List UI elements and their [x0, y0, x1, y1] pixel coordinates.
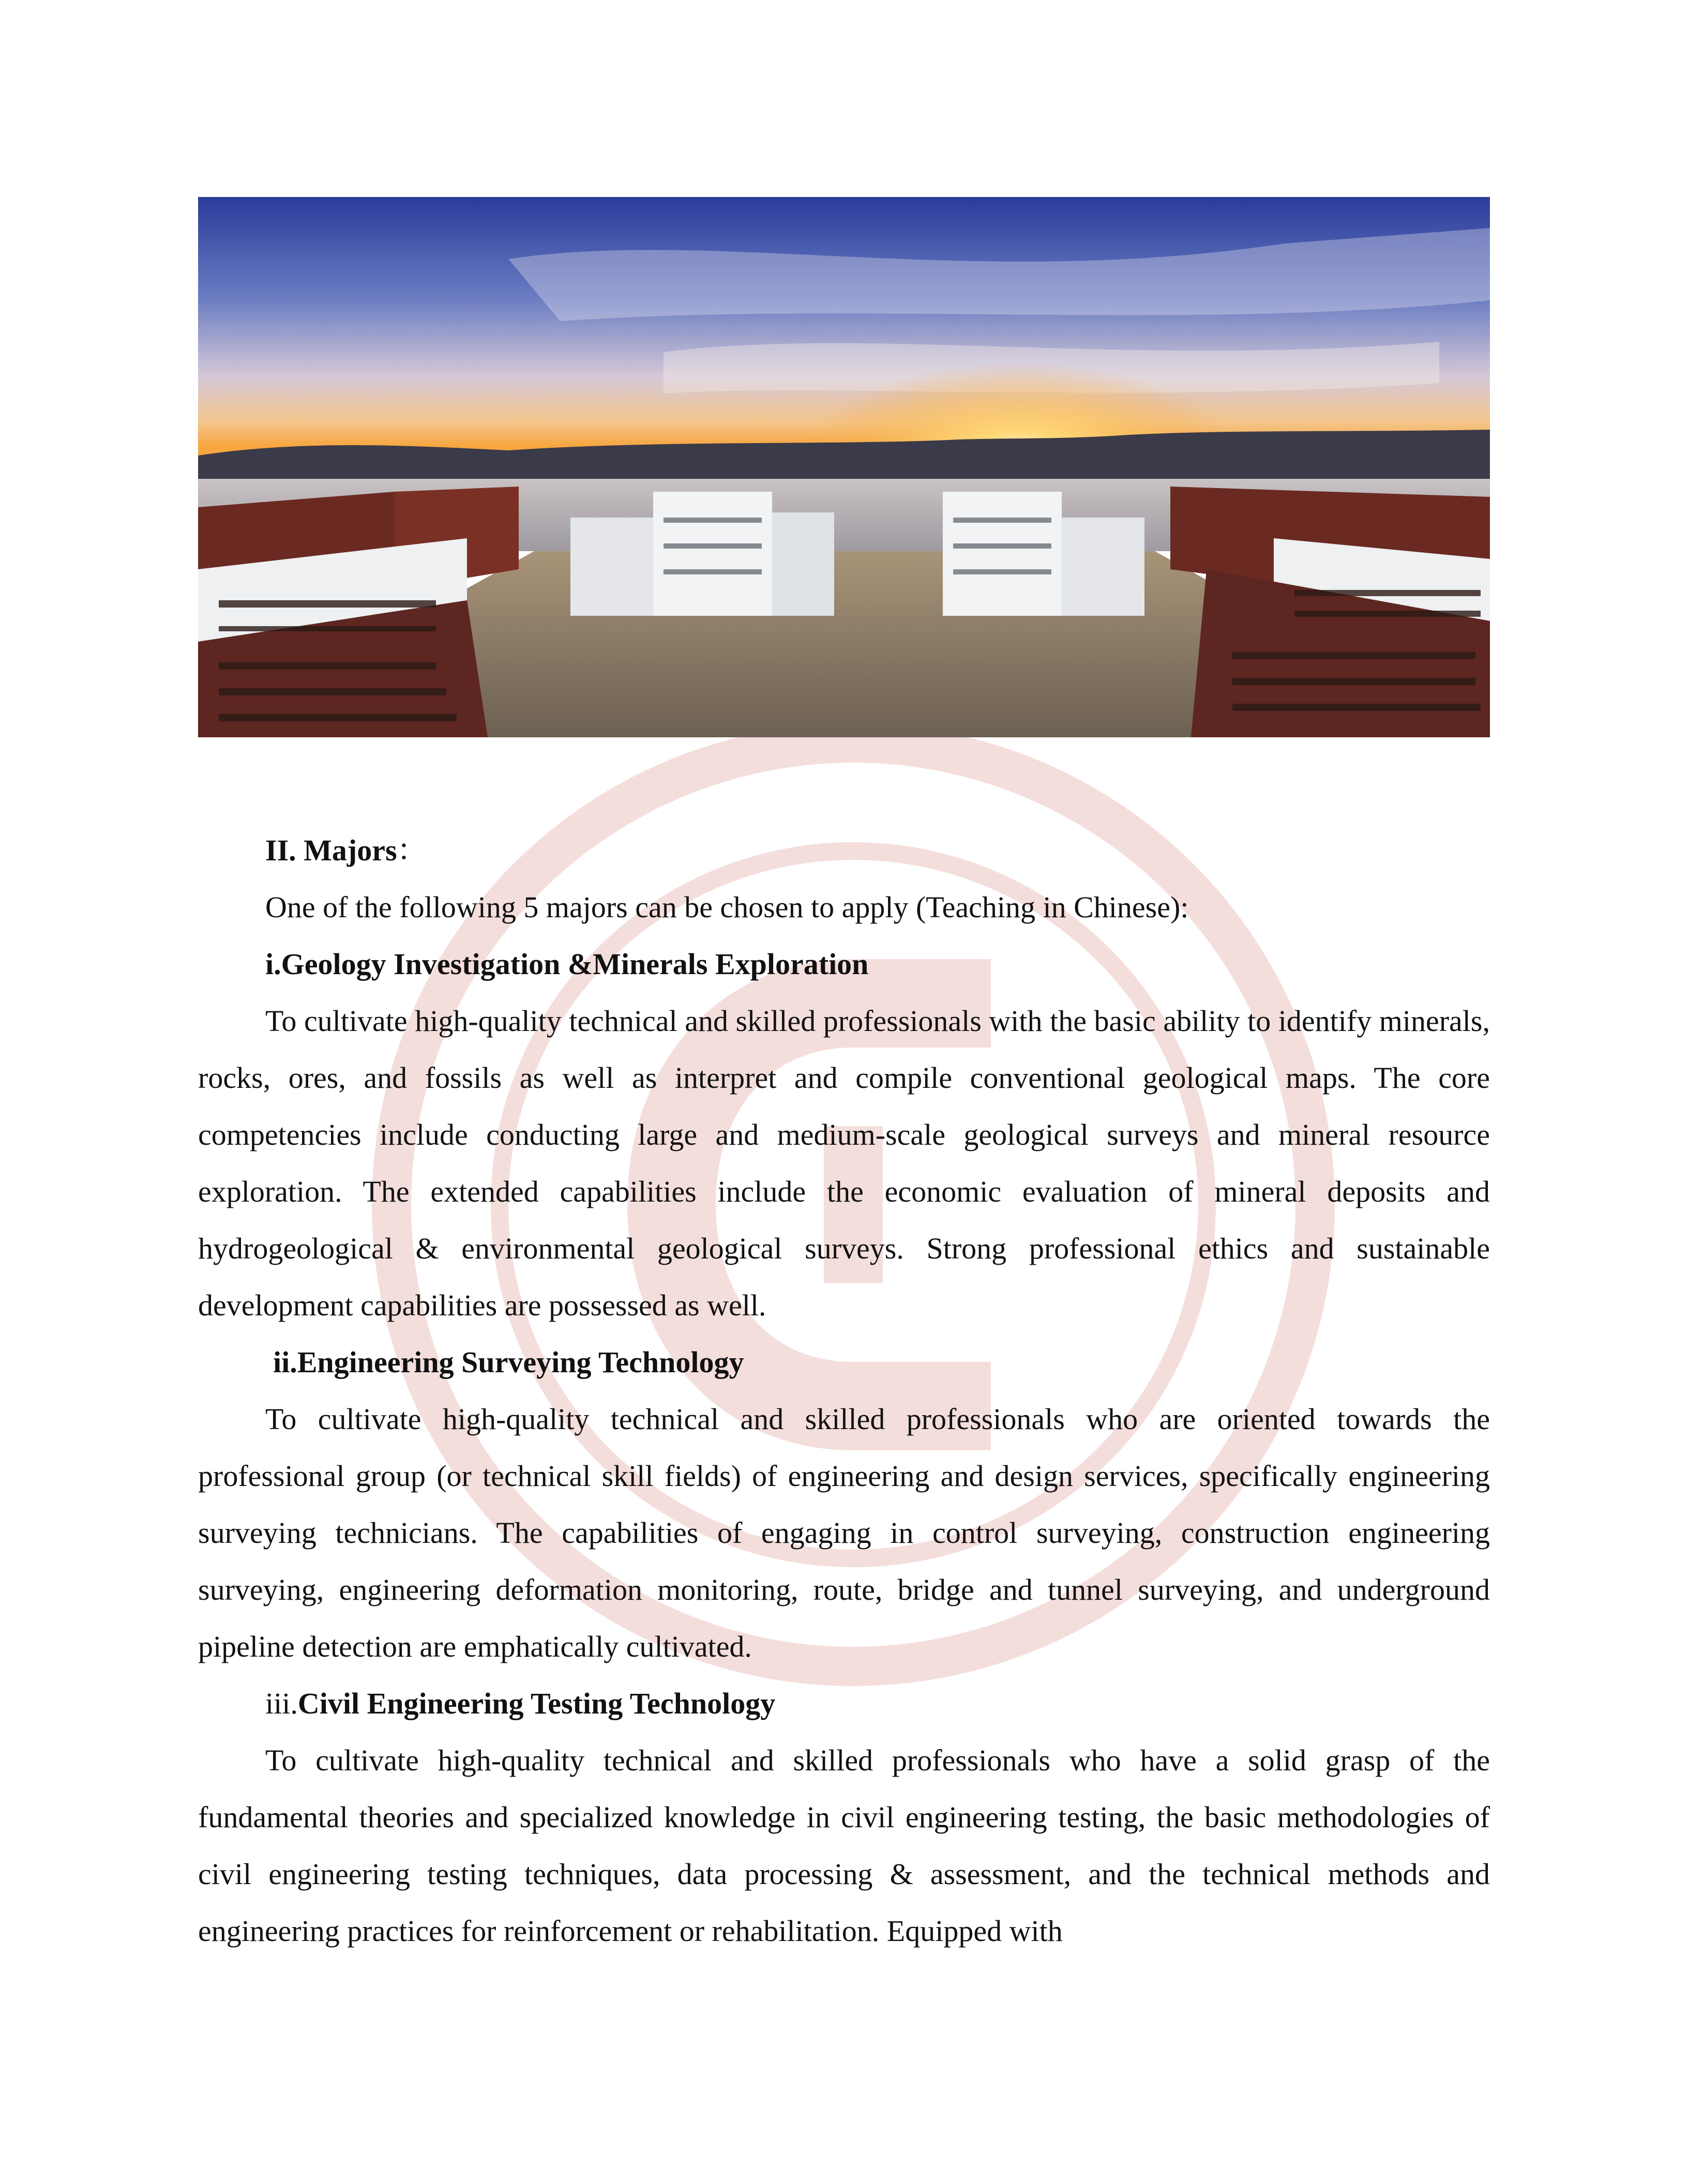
major-description-3: To cultivate high-quality technical and skilled professionals who have a solid grasp of the fundamental theories and specialized knowledge in civil engineering testing, the basic methodologies of civil engineering testing techniques, data processing & assessment, and the technical methods and engineering practices for reinforcement or rehabilitation. Equipped with [198, 1743, 1490, 1948]
document-body [198, 822, 1490, 1960]
section-heading: II. Majors： [265, 833, 427, 867]
intro-paragraph: One of the following 5 majors can be chosen to apply (Teaching in Chinese): [265, 890, 1189, 924]
major-description-1: To cultivate high-quality technical and skilled professionals with the basic ability to identify minerals, rocks, ores, and fossils as well as interpret and compile conventional geological maps. The core competencies include conducting large and medium-scale geological surveys and mineral resource exploration. The extended capabilities include the economic evaluation of mineral deposits and hydrogeological & environmental geological surveys. Strong professional ethics and sustainable development capabilities are possessed as well. [198, 1004, 1490, 1322]
campus-photo [198, 197, 1490, 737]
major-description-2: To cultivate high-quality technical and skilled professionals who are oriented towards the professional group (or technical skill fields) of engineering and design services, specifically engineering surveying technicians. The capabilities of engaging in control surveying, construction engineering surveying, engineering deformation monitoring, route, bridge and tunnel surveying, and underground pipeline detection are emphatically cultivated. [198, 1402, 1490, 1663]
major-heading-2: ii.Engineering Surveying Technology [273, 1345, 744, 1379]
major-heading-1: i.Geology Investigation &Minerals Exploration [265, 947, 869, 981]
major-heading-3: iii.Civil Engineering Testing Technology [265, 1687, 776, 1720]
